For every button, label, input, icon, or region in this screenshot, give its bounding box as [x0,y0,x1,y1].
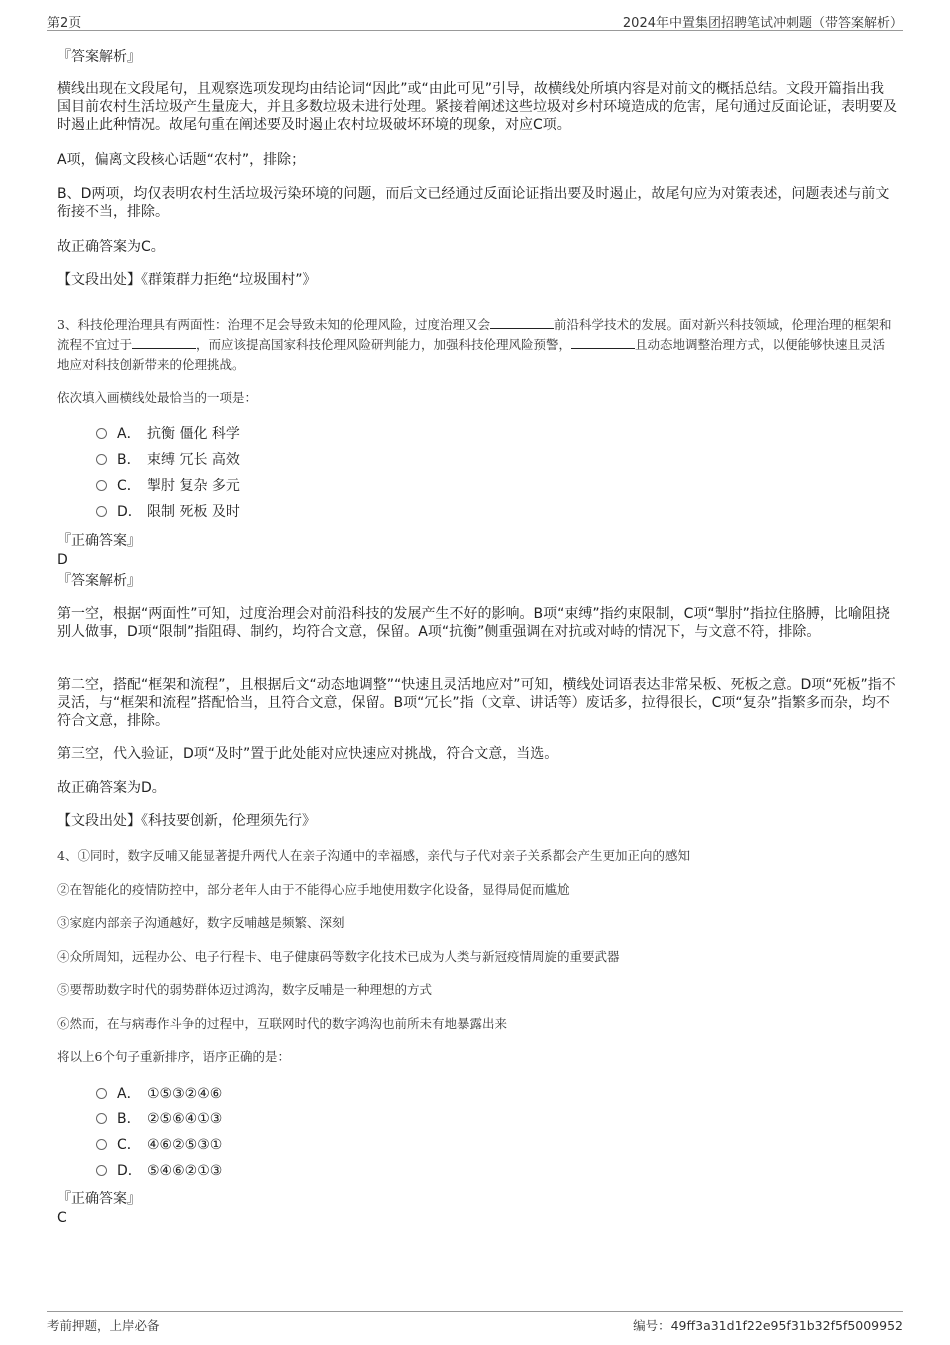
q3-conclusion: 故正确答案为D。 [57,780,166,796]
q4-prompt: 将以上6个句子重新排序，语序正确的是： [57,1049,290,1064]
footer-slogan: 考前押题，上岸必备 [47,1318,160,1333]
page-number: 第2页 [47,16,82,31]
q3-analysis-para3: 第三空，代入验证，D项“及时”置于此处能对应快速应对挑战，符合文意，当选。 [57,746,559,762]
q3-option-d[interactable]: D． 限制 死板 及时 [96,501,240,523]
page-header [47,8,903,31]
q3-analysis-heading: 『答案解析』 [57,573,141,589]
q3-answer-heading: 『正确答案』 [57,533,141,549]
q3-analysis-para2: 第二空，搭配“框架和流程”，且根据后文“动态地调整”“快速且灵活地应对”可知，横线处词语表达非常呆板、死板之意。D项“死板”指不灵活，与“框架和流程”搭配恰当，且符合文意，保留。B项“冗长”指（文章、讲话等）废话多，拉得很长，C项“复杂”指繁多而杂，均不符合文意，排除。 [57,677,896,729]
q3-source: 【文段出处】《科技要创新，伦理须先行》 [57,813,316,829]
blank-2 [132,336,196,349]
blank-1 [490,316,554,329]
radio-icon[interactable] [96,1165,107,1176]
q3-option-c[interactable]: C． 掣肘 复杂 多元 [96,475,240,497]
q3-prompt: 依次填入画横线处最恰当的一项是： [57,390,258,405]
q4-sentence-3: ③家庭内部亲子沟通越好，数字反哺越是频繁、深刻 [57,915,345,930]
q2-source: 【文段出处】《群策群力拒绝“垃圾围村”》 [57,272,317,288]
q4-option-a[interactable]: A． ①⑤③②④⑥ [96,1083,222,1105]
q2-analysis-para3: B、D两项，均仅表明农村生活垃圾污染环境的问题，而后文已经通过反面论证指出要及时遏止，故尾句应为对策表述，问题表述与前文衔接不当，排除。 [57,186,890,220]
radio-icon[interactable] [96,1113,107,1124]
q4-option-b[interactable]: B． ②⑤⑥④①③ [96,1108,222,1130]
q4-sentence-4: ④众所周知，远程办公、电子行程卡、电子健康码等数字化技术已成为人类与新冠疫情周旋的重要武器 [57,949,620,964]
q3-option-a[interactable]: A． 抗衡 僵化 科学 [96,423,240,445]
q2-analysis-para1: 横线出现在文段尾句，且观察选项发现均由结论词“因此”或“由此可见”引导，故横线处所填内容是对前文的概括总结。文段开篇指出我国目前农村生活垃圾产生量庞大，并且多数垃圾未进行处理。紧接着阐述这些垃圾对乡村环境造成的危害，尾句通过反面论证，表明要及时遏止此种情况。故尾句重在阐述要及时遏止农村垃圾破坏环境的现象，对应C项。 [57,81,897,133]
q4-sentence-6: ⑥然而，在与病毒作斗争的过程中，互联网时代的数字鸿沟也前所未有地暴露出来 [57,1016,508,1031]
radio-icon[interactable] [96,480,107,491]
q4-answer: C [57,1210,67,1226]
q2-analysis-heading: 『答案解析』 [57,49,141,65]
q4-sentence-5: ⑤要帮助数字时代的弱势群体迈过鸿沟，数字反哺是一种理想的方式 [57,982,433,997]
document-id: 编号：49ff3a31d1f22e95f31b32f5f5009952 [633,1318,903,1333]
radio-icon[interactable] [96,506,107,517]
radio-icon[interactable] [96,454,107,465]
q3-option-b[interactable]: B． 束缚 冗长 高效 [96,449,240,471]
q4-option-d[interactable]: D． ⑤④⑥②①③ [96,1160,222,1182]
page-footer [47,1311,903,1333]
q4-sentence-1: 4、①同时，数字反哺又能显著提升两代人在亲子沟通中的幸福感，亲代与子代对亲子关系都会产生更加正向的感知 [57,848,690,863]
q3-answer: D [57,552,68,568]
q4-answer-heading: 『正确答案』 [57,1191,141,1207]
q2-analysis-para2: A项，偏离文段核心话题“农村”，排除； [57,152,306,168]
radio-icon[interactable] [96,428,107,439]
document-title: 2024年中置集团招聘笔试冲刺题（带答案解析） [622,16,903,31]
q3-analysis-para1: 第一空，根据“两面性”可知，过度治理会对前沿科技的发展产生不好的影响。B项“束缚”指约束限制，C项“掣肘”指拉住胳膊，比喻阻挠别人做事，D项“限制”指阻碍、制约，均符合文意，保留。A项“抗衡”侧重强调在对抗或对峙的情况下，与文意不符，排除。 [57,606,890,640]
blank-3 [571,336,635,349]
q2-conclusion: 故正确答案为C。 [57,239,165,255]
q4-sentence-2: ②在智能化的疫情防控中，部分老年人由于不能得心应手地使用数字化设备，显得局促而尴尬 [57,882,570,897]
radio-icon[interactable] [96,1139,107,1150]
q3-stem: 3、科技伦理治理具有两面性：治理不足会导致未知的伦理风险，过度治理又会 前沿科学技术的发展。面对新兴科技领域，伦理治理的框架和流程不宜过于 ，而应该提高国家科技伦理风险研判能力，加强科技伦理风险预警， 且动态地调整治理方式，以便能够快速且灵活地应对科技创新带来的伦理挑战。 [57,317,892,372]
radio-icon[interactable] [96,1088,107,1099]
q4-option-c[interactable]: C． ④⑥②⑤③① [96,1134,222,1156]
